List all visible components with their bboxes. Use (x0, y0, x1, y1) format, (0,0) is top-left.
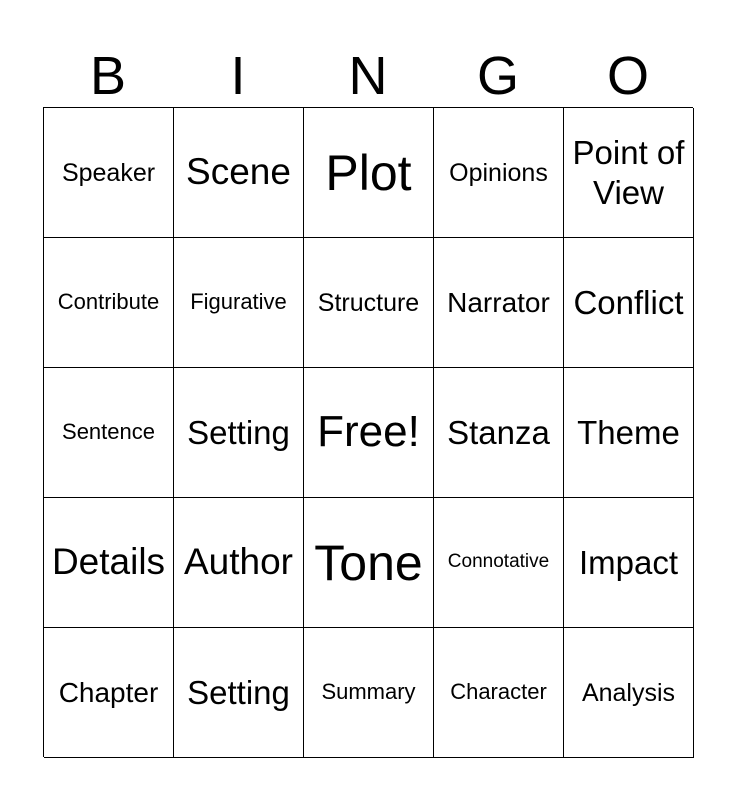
bingo-cell-r1-c2[interactable] (304, 238, 434, 368)
cell-label: Tone (314, 534, 423, 591)
cell-label: Speaker (61, 158, 156, 187)
bingo-cell-r3-c2[interactable] (304, 498, 434, 628)
cell-label: Plot (325, 144, 412, 201)
cell-label: Free! (317, 407, 420, 457)
bingo-cell-r2-c0[interactable] (44, 368, 174, 498)
bingo-cell-r4-c2[interactable] (304, 628, 434, 758)
header-letter-g: G (476, 46, 519, 106)
cell-label: Author (183, 541, 293, 583)
bingo-cell-r0-c2[interactable] (304, 108, 434, 238)
cell-label: Setting (187, 413, 290, 451)
cell-label: Narrator (447, 286, 550, 318)
bingo-cell-r1-c3[interactable] (434, 238, 564, 368)
header-letter-o: O (606, 46, 649, 106)
cell-label: Details (51, 541, 166, 583)
cell-label: Summary (321, 679, 416, 705)
bingo-cell-r1-c0[interactable] (44, 238, 174, 368)
cell-label: Sentence (62, 419, 155, 445)
cell-label: Opinions (449, 158, 548, 187)
cell-label: Chapter (58, 676, 159, 708)
bingo-cell-r4-c3[interactable] (434, 628, 564, 758)
cell-label: Conflict (573, 283, 684, 321)
bingo-board (43, 107, 693, 757)
cell-label: Stanza (447, 413, 550, 451)
bingo-cell-r2-c3[interactable] (434, 368, 564, 498)
cell-label: Contribute (57, 289, 160, 315)
header-letter-i: I (230, 46, 246, 106)
cell-label: Structure (317, 288, 420, 317)
cell-label: Theme (577, 413, 680, 451)
bingo-cell-r2-c2[interactable] (304, 368, 434, 498)
bingo-cell-r1-c1[interactable] (174, 238, 304, 368)
header-letter-b: B (89, 46, 127, 106)
bingo-cell-r4-c4[interactable] (564, 628, 694, 758)
bingo-cell-r3-c3[interactable] (434, 498, 564, 628)
bingo-header (43, 44, 693, 108)
bingo-cell-r0-c4[interactable] (564, 108, 694, 238)
bingo-cell-r4-c1[interactable] (174, 628, 304, 758)
cell-label: Scene (186, 151, 291, 193)
bingo-cell-r4-c0[interactable] (44, 628, 174, 758)
bingo-cell-r2-c1[interactable] (174, 368, 304, 498)
bingo-cell-r3-c4[interactable] (564, 498, 694, 628)
bingo-cell-r0-c1[interactable] (174, 108, 304, 238)
header-letter-n: N (348, 46, 388, 106)
cell-label: Character (450, 679, 547, 705)
bingo-cell-r2-c4[interactable] (564, 368, 694, 498)
cell-label: Impact (578, 543, 679, 581)
cell-label: Analysis (581, 678, 676, 707)
bingo-cell-r0-c0[interactable] (44, 108, 174, 238)
bingo-cell-r3-c1[interactable] (174, 498, 304, 628)
cell-label: Figurative (190, 289, 287, 315)
bingo-cell-r3-c0[interactable] (44, 498, 174, 628)
bingo-cell-r0-c3[interactable] (434, 108, 564, 238)
cell-label: Point of View (572, 133, 685, 211)
cell-label: Setting (187, 673, 290, 711)
bingo-cell-r1-c4[interactable] (564, 238, 694, 368)
cell-label: Connotative (447, 551, 550, 573)
